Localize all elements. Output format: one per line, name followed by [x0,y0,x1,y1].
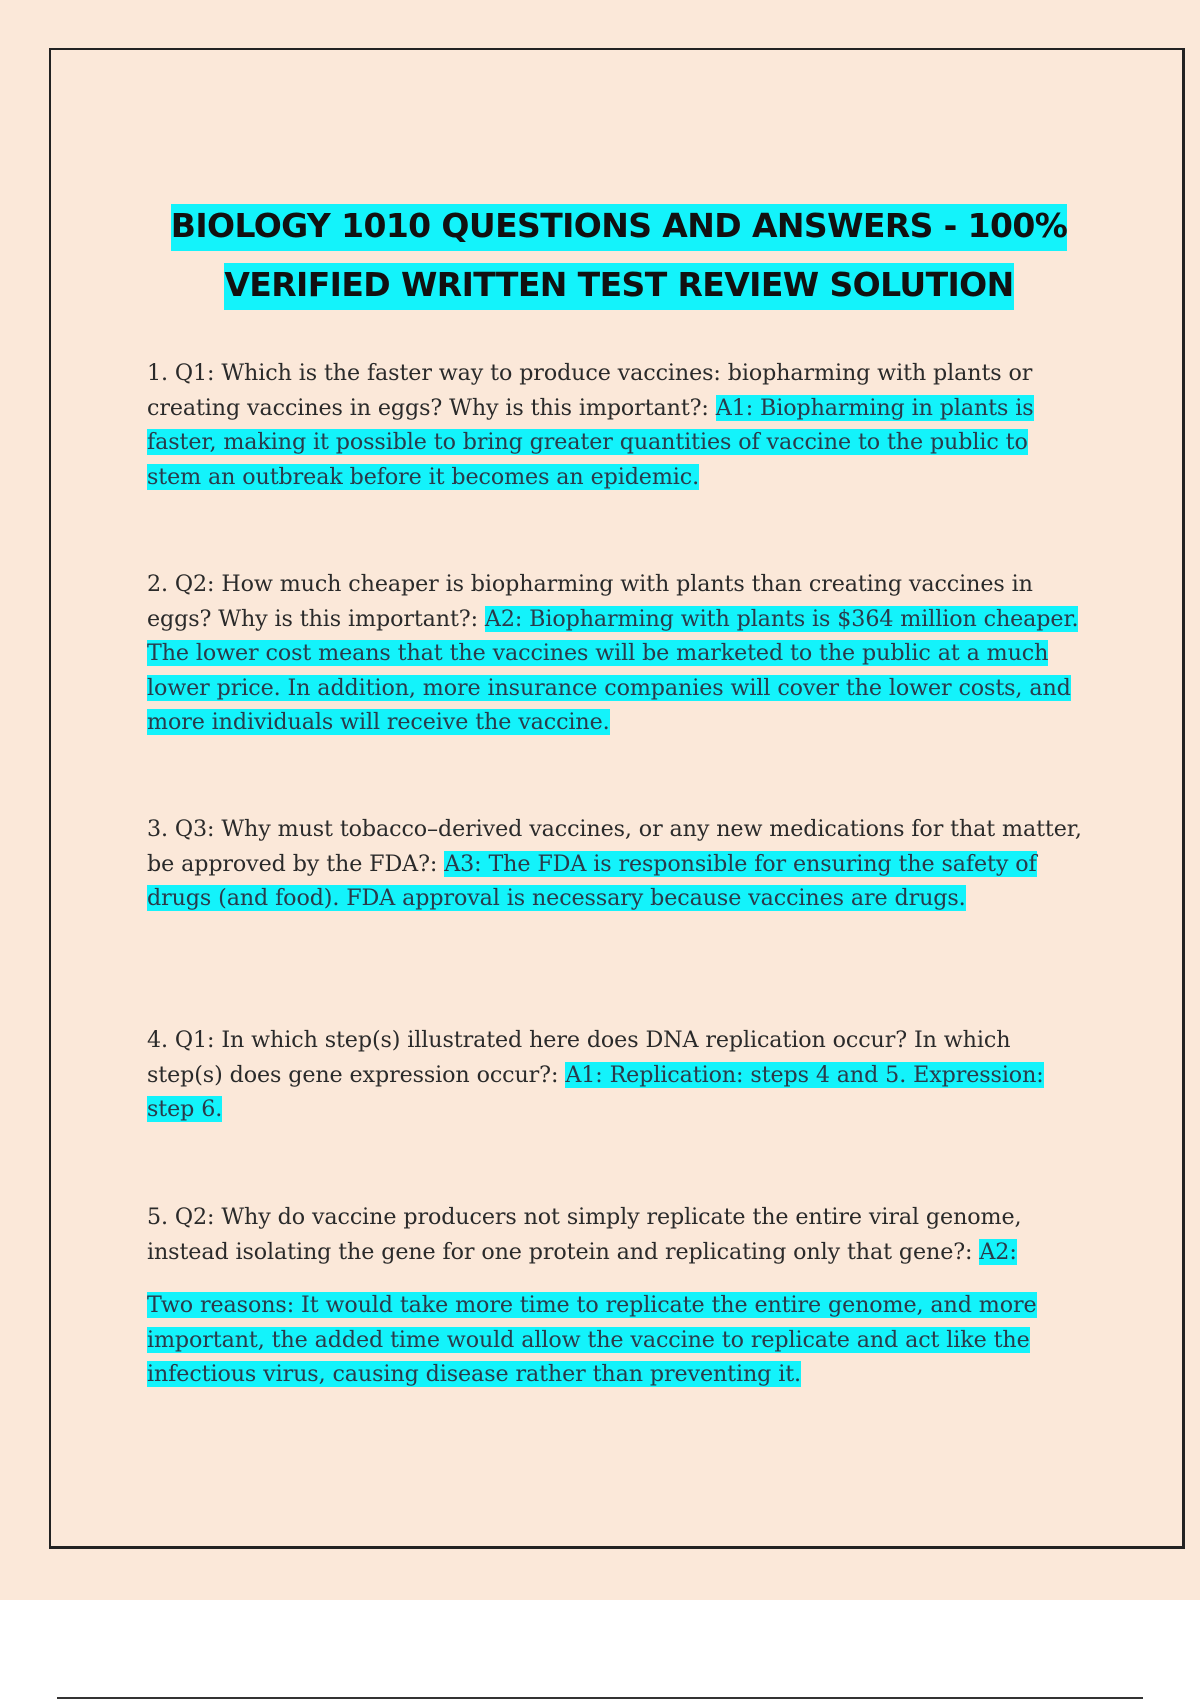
qa-item-1 [147,356,1083,494]
title-line-2: VERIFIED WRITTEN TEST REVIEW SOLUTION [224,263,1013,310]
qa-item-3 [147,812,1083,916]
qa-item-5 [147,1200,1083,1269]
qa-item-2 [147,567,1083,740]
question-text: 3. Q3: Why must tobacco–derived vaccines, or any new medications for that matter, be approved by the FDA?: [147,816,1082,877]
document-frame [49,48,1185,1549]
answer-text: A1: Replication: steps 4 and 5. Expression: step 6. [147,1061,1044,1122]
document-title [51,196,1187,314]
question-text: 1. Q1: Which is the faster way to produce vaccines: biopharming with plants or creating vaccines in eggs? Why is this important?: [147,360,1033,421]
question-text: 2. Q2: How much cheaper is biopharming with plants than creating vaccines in eggs? Why is this important?: [147,571,1033,632]
answer-text-continued: Two reasons: It would take more time to replicate the entire genome, and more important, the added time would allow the vaccine to replicate and act like the infectious virus, causing disease rather than preventing it. [147,1292,1037,1387]
answer-text: A3: The FDA is responsible for ensuring the safety of drugs (and food). FDA approval is necessary because vaccines are drugs. [147,850,1037,911]
answer-text: A2: [979,1238,1017,1265]
qa-item-4 [147,1023,1083,1127]
question-text: 4. Q1: In which step(s) illustrated here does DNA replication occur? In which step(s) does gene expression occur?: [147,1027,1011,1088]
question-text: 5. Q2: Why do vaccine producers not simply replicate the entire viral genome, instead isolating the gene for one protein and replicating only that gene?: [147,1204,1022,1265]
answer-text: A2: Biopharming with plants is $364 million cheaper. The lower cost means that the vaccines will be marketed to the public at a much lower price. In addition, more insurance companies will cover the lower costs, and more individuals will receive the vaccine. [147,605,1079,735]
title-line-1: BIOLOGY 1010 QUESTIONS AND ANSWERS - 100% [171,204,1067,251]
answer-text: A1: Biopharming in plants is faster, making it possible to bring greater quantities of vaccine to the public to stem an outbreak before it becomes an epidemic. [147,394,1034,490]
footer-divider [57,1697,1143,1699]
qa-item-5-continued [147,1288,1083,1392]
